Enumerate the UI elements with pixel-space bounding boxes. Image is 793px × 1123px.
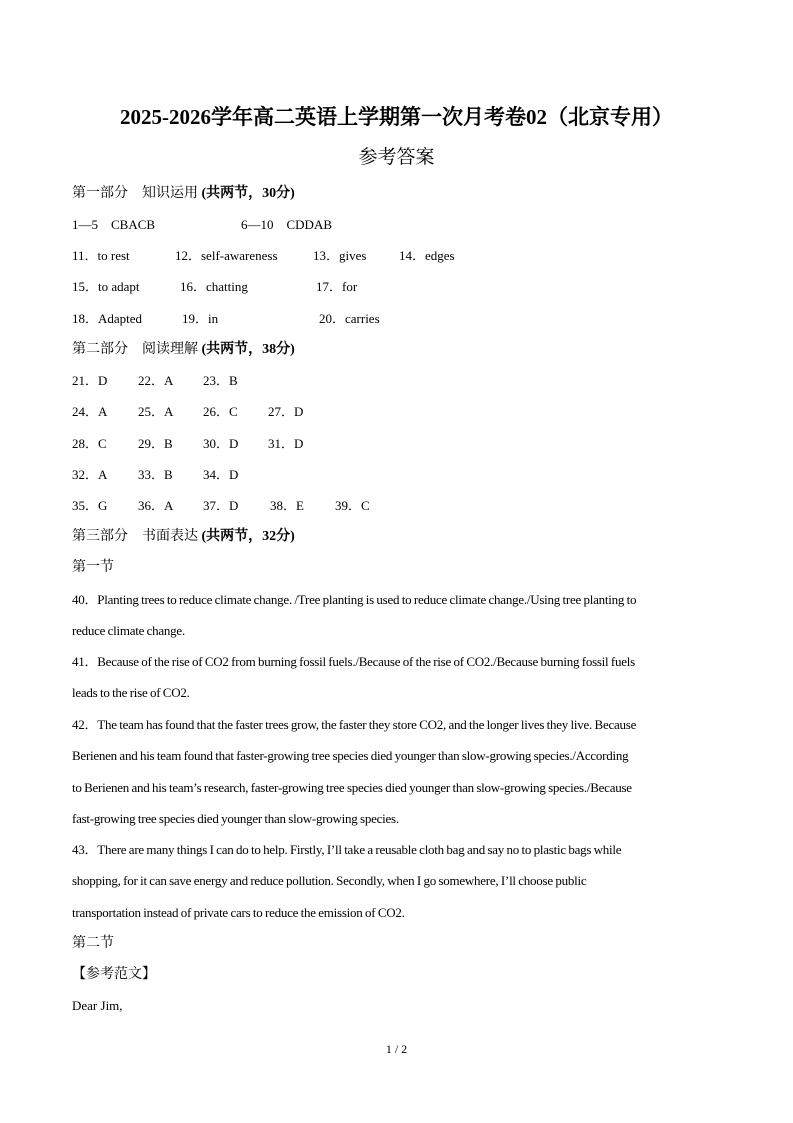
answer-item: 18．Adapted [72,311,143,326]
answer-item: 34．D [203,467,239,482]
part2-score-note: (共两节，38分) [201,342,295,357]
answer-item: 36．A [138,498,174,513]
answer-item: 12．self-awareness [175,248,278,263]
answer-line: shopping, for it can save energy and reduce pollution. Secondly, when I go somewhere, I’ll choose public [72,873,587,889]
answer-item: 30．D [203,436,239,451]
answer-item: 38．E [270,498,304,513]
part3-heading-text: 第三部分 书面表达 [72,529,198,544]
answer-item: 35．G [72,498,108,513]
answer-line: 41．Because of the rise of CO2 from burning fossil fuels./Because of the rise of CO2./Because burning fossil fuels [72,654,635,669]
answer-line: 40．Planting trees to reduce climate change. /Tree planting is used to reduce climate change./Using tree planting to [72,592,637,607]
answer-item: 15．to adapt [72,279,140,294]
answer-item: 39．C [335,498,370,513]
answer-item: 14．edges [399,248,455,263]
answer-line: fast-growing tree species died younger than slow-growing species. [72,810,399,826]
answer-item: 16．chatting [180,279,248,294]
answer-item: 28．C [72,436,107,451]
answer-item: 23．B [203,373,238,388]
answer-item: 31．D [268,436,304,451]
answer-item: 20．carries [319,311,380,326]
section2-label: 第二节 [72,936,114,951]
answer-line: transportation instead of private cars to reduce the emission of CO2. [72,904,405,920]
answer-item: 19．in [182,311,219,326]
part3-score-note: (共两节，32分) [201,529,295,544]
part1-heading [72,184,295,204]
page-subtitle: 参考答案 [358,147,435,168]
part2-heading-text: 第二部分 阅读理解 [72,342,198,357]
answer-line: to Berienen and his team’s research, faster-growing tree species died younger than slow-growing species./Because [72,779,632,795]
answer-item: 1—5 CBACB [72,217,156,232]
answer-item: 11．to rest [72,248,130,263]
answer-40 [72,584,724,647]
answer-item: 21．D [72,373,108,388]
answer-item: 22．A [138,373,174,388]
part1-heading-text: 第一部分 知识运用 [72,186,198,201]
section1-label: 第一节 [72,560,114,575]
answer-item: 13．gives [313,248,367,263]
answer-42 [72,709,724,834]
answer-item: 17．for [316,279,358,294]
sample-essay-label: 【参考范文】 [72,967,156,982]
letter-greeting: Dear Jim, [72,998,123,1013]
part2-heading [72,340,295,360]
answer-line: Berienen and his team found that faster-growing tree species died younger than slow-growing species./According [72,748,629,764]
part1-score-note: (共两节，30分) [201,186,295,201]
answer-line: leads to the rise of CO2. [72,685,190,701]
answer-item: 32．A [72,467,108,482]
answer-item: 33．B [138,467,173,482]
answer-item: 25．A [138,404,174,419]
answer-41 [72,646,724,709]
answer-item: 27．D [268,404,304,419]
answer-item: 29．B [138,436,173,451]
answer-item: 26．C [203,404,238,419]
answer-line: 42．The team has found that the faster trees grow, the faster they store CO2, and the longer lives they live. Because [72,717,637,732]
answer-43 [72,834,724,928]
answer-item: 6—10 CDDAB [241,217,333,232]
page-number: 1 / 2 [385,1042,408,1056]
answer-line: reduce climate change. [72,623,185,639]
answer-item: 24．A [72,404,108,419]
answer-line: 43．There are many things I can do to help. Firstly, I’ll take a reusable cloth bag and say no to plastic bags while [72,842,622,857]
page-title: 2025-2026学年高二英语上学期第一次月考卷02（北京专用） [120,105,673,129]
answer-item: 37．D [203,498,239,513]
part3-heading [72,527,295,547]
